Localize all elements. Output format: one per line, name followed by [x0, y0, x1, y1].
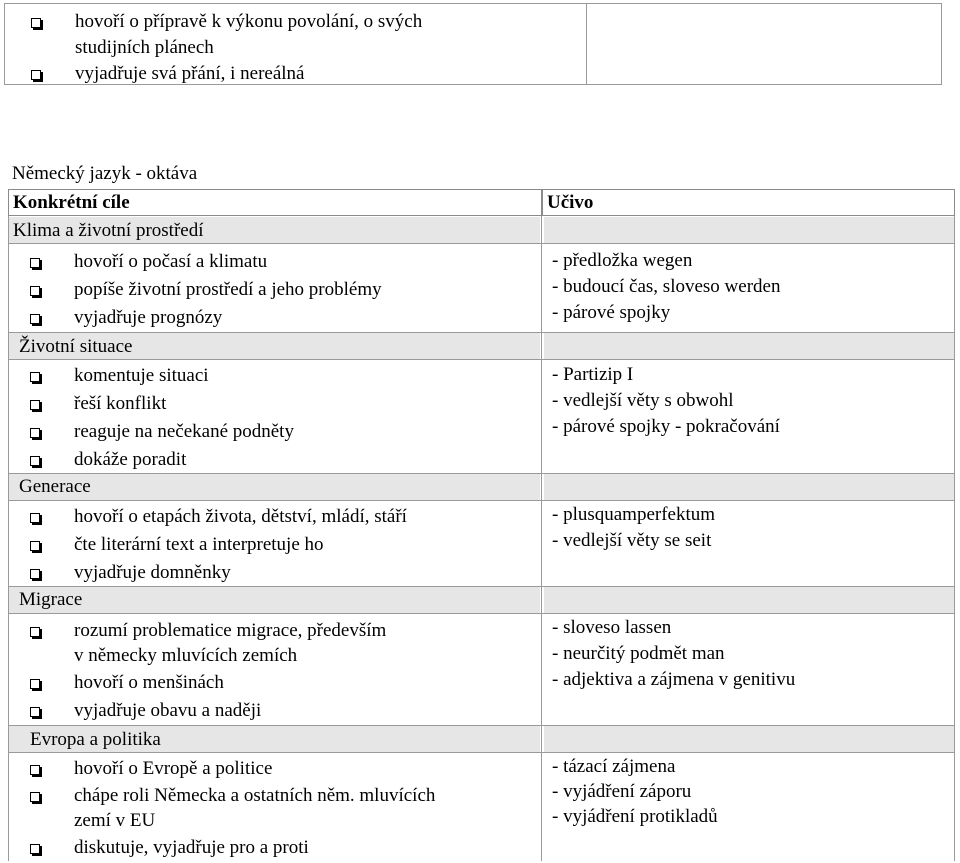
table-border	[541, 216, 542, 861]
checkbox-bullet-icon	[31, 70, 41, 80]
checkbox-bullet-icon	[30, 765, 40, 775]
list-item-text: reaguje na nečekané podněty	[74, 421, 294, 442]
ucivo-item: - vyjádření protikladů	[552, 806, 718, 827]
top-table-goals-cell	[5, 4, 587, 84]
list-item-text: komentuje situaci	[74, 365, 209, 386]
list-item-text: řeší konflikt	[74, 393, 167, 414]
checkbox-bullet-icon	[30, 428, 40, 438]
checkbox-bullet-icon	[31, 18, 41, 28]
checkbox-bullet-icon	[30, 286, 40, 296]
checkbox-bullet-icon	[30, 513, 40, 523]
ucivo-item: - vedlejší věty s obwohl	[552, 390, 734, 411]
ucivo-item: - párové spojky - pokračování	[552, 416, 780, 437]
list-item-text: dokáže poradit	[74, 449, 187, 470]
section-row-right	[544, 333, 954, 359]
table-border	[8, 216, 9, 861]
ucivo-item: - neurčitý podmět man	[552, 643, 725, 664]
list-item-text: hovoří o etapách života, dětství, mládí, stáří	[74, 506, 407, 527]
ucivo-item: - adjektiva a zájmena v genitivu	[552, 669, 796, 690]
list-item-text: popíše životní prostředí a jeho problémy	[74, 279, 382, 300]
checkbox-bullet-icon	[30, 541, 40, 551]
checkbox-bullet-icon	[30, 792, 40, 802]
list-item-text: zemí v EU	[74, 810, 156, 831]
checkbox-bullet-icon	[30, 258, 40, 268]
top-table	[4, 3, 942, 85]
checkbox-bullet-icon	[30, 844, 40, 854]
list-item-text: diskutuje, vyjadřuje pro a proti	[74, 837, 309, 858]
ucivo-item: - sloveso lassen	[552, 617, 672, 638]
section-row-right	[544, 217, 954, 243]
ucivo-item: - párové spojky	[552, 302, 671, 323]
list-item-text: vyjadřuje prognózy	[74, 307, 223, 328]
column-header-goals: Konkrétní cíle	[13, 192, 130, 213]
list-item-text: hovoří o počasí a klimatu	[74, 251, 268, 272]
row-divider	[8, 752, 955, 753]
row-divider	[8, 243, 955, 244]
ucivo-item: - tázací zájmena	[552, 756, 676, 777]
ucivo-item: - vedlejší věty se seit	[552, 530, 712, 551]
list-item	[5, 61, 586, 87]
list-item-text: chápe roli Německa a ostatních něm. mluvících	[74, 785, 436, 806]
section-row-right	[544, 474, 954, 500]
section-title: Migrace	[19, 589, 83, 610]
list-item-text: hovoří o přípravě k výkonu povolání, o svých	[75, 11, 423, 32]
section-row-migrace	[9, 587, 540, 613]
checkbox-bullet-icon	[30, 679, 40, 689]
ucivo-item: - Partizip I	[552, 364, 634, 385]
section-title: Klima a životní prostředí	[13, 220, 204, 241]
list-item-continuation	[5, 35, 586, 61]
section-title: Evropa a politika	[30, 729, 161, 750]
row-divider	[8, 359, 955, 360]
ucivo-item: - plusquamperfektum	[552, 504, 716, 525]
list-item-text: vyjadřuje svá přání, i nereálná	[75, 63, 305, 84]
section-row-right	[544, 587, 954, 613]
header-right-cell	[542, 189, 955, 216]
section-title: Generace	[19, 476, 91, 497]
checkbox-bullet-icon	[30, 400, 40, 410]
section-title: Životní situace	[19, 336, 133, 357]
curriculum-table	[4, 189, 956, 861]
checkbox-bullet-icon	[30, 314, 40, 324]
checkbox-bullet-icon	[30, 569, 40, 579]
page-title: Německý jazyk - oktáva	[12, 163, 198, 184]
list-item-text: v německy mluvících zemích	[74, 645, 298, 666]
top-table-ucivo-cell	[587, 4, 941, 84]
list-item-text: studijních plánech	[75, 37, 214, 58]
checkbox-bullet-icon	[30, 456, 40, 466]
ucivo-item: - předložka wegen	[552, 250, 693, 271]
list-item-text: čte literární text a interpretuje ho	[74, 534, 324, 555]
row-divider	[8, 613, 955, 614]
list-item-text: rozumí problematice migrace, především	[74, 620, 387, 641]
checkbox-bullet-icon	[30, 707, 40, 717]
checkbox-bullet-icon	[30, 627, 40, 637]
list-item	[5, 9, 586, 35]
column-header-ucivo: Učivo	[547, 192, 594, 213]
section-row-right	[544, 726, 954, 752]
row-divider	[8, 500, 955, 501]
list-item-text: hovoří o menšinách	[74, 672, 224, 693]
checkbox-bullet-icon	[30, 372, 40, 382]
ucivo-item: - budoucí čas, sloveso werden	[552, 276, 781, 297]
ucivo-item: - vyjádření záporu	[552, 781, 692, 802]
list-item-text: hovoří o Evropě a politice	[74, 758, 273, 779]
list-item-text: vyjadřuje domněnky	[74, 562, 231, 583]
table-border	[954, 216, 955, 861]
list-item-text: vyjadřuje obavu a naději	[74, 700, 262, 721]
